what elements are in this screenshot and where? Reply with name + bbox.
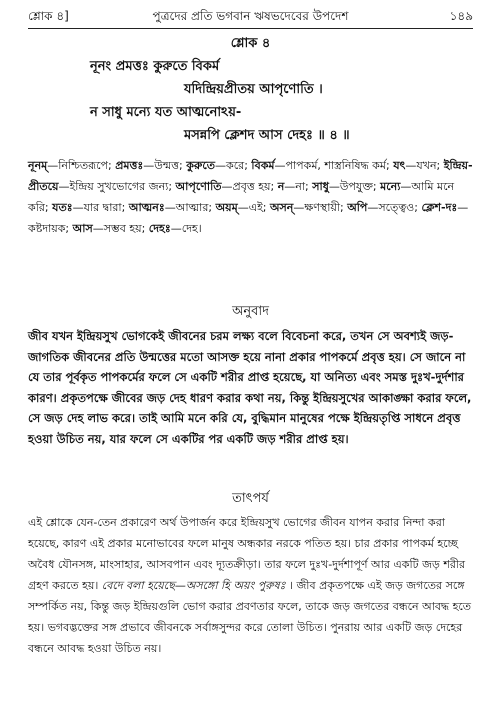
- synonym-word: প্রমত্তঃ: [115, 159, 144, 172]
- synonym-word: বিকর্ম: [251, 159, 275, 172]
- synonym-word: আত্মনঃ: [128, 201, 165, 214]
- purport-part-3: । জীব প্রকৃতপক্ষে এই জড় জগতের সঙ্গে সম্পর্কিত নয়, কিন্তু জড় ইন্দ্রিয়গুলি ভোগ করার প্রবণতার ফলে, তাকে জড় জগতের বন্ধনে আবদ্ধ হতে হয়। ভগবদ্ভক্তের সঙ্গ প্রভাবে জীবনকে সর্বাঙ্গসুন্দর করে তোলা উচিত। পুনরায় আর একটি জড় দেহের বন্ধনে আবদ্ধ হওয়া উচিত নয়।: [28, 579, 472, 655]
- synonym-word: অয়ম্: [215, 201, 238, 214]
- verse-line-3: ন সাধু মন্যে যত আত্মনোঽয়-: [90, 105, 242, 120]
- synonym-word: আস: [72, 222, 93, 235]
- synonym-meaning: —নিশ্চিতরূপে;: [47, 159, 116, 172]
- synonym-word: ইন্দ্রিয়-প্রীতয়ে: [28, 159, 473, 193]
- synonym-meaning: —আত্মার;: [164, 201, 216, 214]
- synonym-word: সাধু: [312, 180, 329, 193]
- header-verse-ref: শ্লোক ৪]: [28, 9, 69, 23]
- running-header: [28, 8, 473, 26]
- synonym-meaning: —না;: [284, 180, 313, 193]
- header-page-number: ১৪৯: [449, 9, 473, 23]
- synonym-word: ক্লেশ-দঃ: [421, 201, 458, 214]
- synonym-meaning: —উপযুক্ত;: [328, 180, 381, 193]
- synonym-word: আপৃণোতি: [175, 180, 222, 193]
- purport-part-1: এই শ্লোকে যেন-তেন প্রকারেণ অর্থ উপার্জন করে ইন্দ্রিয়সুখ ভোগের জীবন যাপন করার নিন্দা করা হয়েছে, কারণ এই প্রকার মনোভাবের ফলে মানুষ অন্ধকার নরকে পতিত হয়। চার প্রকার পাপকর্ম হচ্ছে অবৈধ যৌনসঙ্গ, মাংসাহার, আসবপান এবং দ্যূতক্রীড়া। তার ফলে দুঃখ-দুর্দশাপূর্ণ আর একটি জড় শরীর গ্রহণ করতে হয়।: [28, 516, 466, 592]
- verse-line-1: নূনং প্রমত্তঃ কুরুতে বিকর্ম: [90, 59, 220, 74]
- synonym-meaning: —প্রবৃত্ত হয়;: [221, 180, 278, 193]
- synonym-meaning: —উন্মত্ত;: [143, 159, 187, 172]
- synonym-meaning: —করে;: [215, 159, 252, 172]
- header-chapter-title: পুত্রদের প্রতি ভগবান ঋষভদেবের উপদেশ: [152, 9, 349, 23]
- synonym-meaning: —এই;: [237, 201, 270, 214]
- synonym-meaning: —পাপকর্ম, শাস্ত্রনিষিদ্ধ কর্ম;: [274, 159, 394, 172]
- synonym-word: যতঃ: [52, 201, 73, 214]
- purport-text: [28, 512, 474, 659]
- synonym-word: অপি: [347, 201, 368, 214]
- synonym-meaning: —আমি মনে করি;: [28, 180, 455, 214]
- verse-line-4: মসন্নপি ক্লেশদ আস দেহঃ ॥ ৪ ॥: [184, 128, 350, 143]
- synonym-meaning: —দেহ।: [170, 222, 202, 235]
- synonym-word: ন: [277, 180, 285, 193]
- synonym-word: মন্যে: [380, 180, 401, 193]
- synonym-word: কুরুতে: [186, 159, 216, 172]
- synonym-meaning: —ক্ষণস্থায়ী;: [293, 201, 348, 214]
- synonym-word: দেহঃ: [148, 222, 171, 235]
- synonym-meaning: —যখন;: [405, 159, 444, 172]
- verse-heading: শ্লোক ৪: [230, 36, 271, 51]
- verse-line-2: যদিন্দ্রিয়প্রীতয় আপৃণোতি ।: [184, 82, 323, 97]
- synonym-meaning: —কষ্টদায়ক;: [28, 201, 469, 235]
- synonyms-block: [28, 155, 474, 239]
- purport-vedic-quote: বেদে বলা হয়েছে—অসঙ্গো হি অয়ং পুরুষঃ: [101, 579, 286, 592]
- synonym-meaning: —যার দ্বারা;: [72, 201, 129, 214]
- header-divider: [28, 28, 473, 29]
- synonym-word: যৎ: [393, 159, 406, 172]
- synonym-meaning: —ইন্দ্রিয় সুখভোগের জন্য;: [58, 180, 176, 193]
- translation-text: জীব যখন ইন্দ্রিয়সুখ ভোগকেই জীবনের চরম লক্ষ্য বলে বিবেচনা করে, তখন সে অবশ্যই জড়-জাগতিক জীবনের প্রতি উন্মত্তের মতো আসক্ত হয়ে নানা প্রকার পাপকর্মে প্রবৃত্ত হয়। সে জানে না যে তার পূর্বকৃত পাপকর্মের ফলে সে একটি শরীর প্রাপ্ত হয়েছে, যা অনিত্য এবং সমস্ত দুঃখ-দুর্দশার কারণ। প্রকৃতপক্ষে জীবের জড় দেহ ধারণ করার কথা নয়, কিন্তু ইন্দ্রিয়সুখের আকাঙ্ক্ষা করার ফলে, সে জড় দেহ লাভ করে। তাই আমি মনে করি যে, বুদ্ধিমান মানুষের পক্ষে ইন্দ্রিয়তৃপ্তি সাধনে প্রবৃত্ত হওয়া উচিত নয়, যার ফলে সে একটির পর একটি জড় শরীর প্রাপ্ত হয়।: [28, 329, 472, 446]
- synonym-meaning: —সত্ত্বেও;: [367, 201, 422, 214]
- synonym-word: অসন্: [270, 201, 294, 214]
- synonym-word: নূনম্: [28, 159, 48, 172]
- purport-heading: তাৎপর্য: [232, 491, 269, 506]
- translation-heading: অনুবাদ: [232, 304, 269, 319]
- synonym-meaning: —সম্ভব হয়;: [92, 222, 149, 235]
